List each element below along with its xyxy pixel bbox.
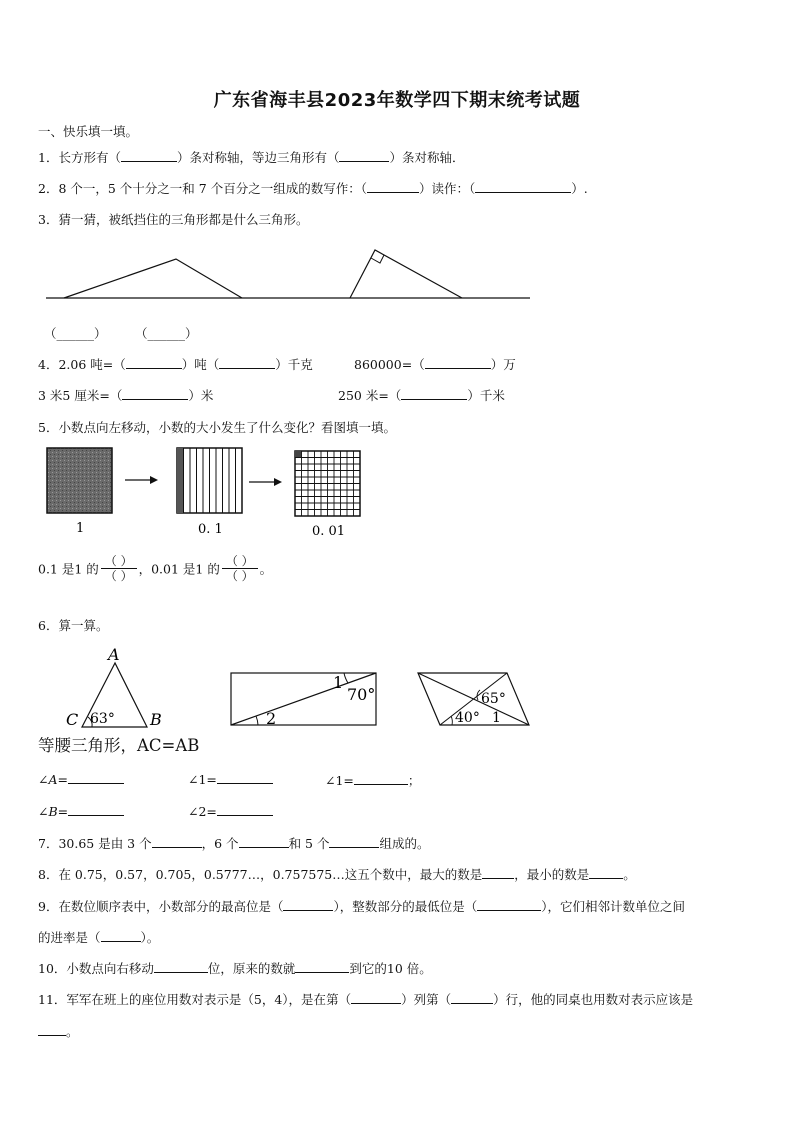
q6-row-1-b: ∠1= — [188, 771, 273, 787]
rect-angle-1-label: 1 — [333, 673, 344, 692]
q10-blank-1[interactable] — [154, 960, 208, 973]
q3-answer-1[interactable]: （______） — [44, 326, 107, 341]
label-hundredth: 0. 01 — [312, 524, 346, 539]
q11-blank-1[interactable] — [351, 991, 401, 1004]
q6-blank-rect-angle-2[interactable] — [217, 803, 273, 816]
q4-text-a1: 4．2.06 吨=（ — [38, 357, 126, 372]
q4-text-b1: 860000=（ — [354, 357, 425, 372]
q4-text-a3: ）千克 — [275, 357, 313, 372]
label-tenth: 0. 1 — [198, 522, 223, 537]
q8-blank-2[interactable] — [589, 866, 623, 879]
triangle-caption: 等腰三角形，AC=AB — [38, 736, 200, 755]
q2-text-b: ）读作：（ — [418, 181, 476, 196]
q2-text-c: ）. — [571, 181, 588, 196]
q6-blank-angle-a[interactable] — [68, 771, 124, 784]
q9-blank-2[interactable] — [477, 898, 541, 911]
vertex-c-label: C — [66, 710, 79, 729]
q7-blank-2[interactable] — [239, 835, 289, 848]
q3-answer-2[interactable]: （______） — [135, 326, 198, 341]
q7-blank-3[interactable] — [329, 835, 379, 848]
q4-text-d1: 250 米=（ — [338, 388, 402, 403]
q6-blank-rect-angle-1[interactable] — [217, 771, 273, 784]
question-8: 8．在 0.75，0.57，0.705，0.5777…，0.757575…这五个数中，最大的数是 ，最小的数是 。 — [38, 867, 636, 882]
q6-blank-para-angle-1[interactable] — [354, 772, 408, 785]
q4-text-b2: ）万 — [490, 357, 516, 372]
section-heading: 一、快乐填一填。 — [38, 124, 139, 139]
q6-row-1-a: ∠A= — [38, 771, 124, 787]
question-7: 7．30.65 是由 3 个 ，6 个 和 5 个 组成的。 — [38, 836, 430, 851]
q4-text-d2: ）千米 — [467, 388, 505, 403]
q9-blank-3[interactable] — [101, 929, 141, 942]
q8-blank-1[interactable] — [482, 866, 514, 879]
q5-fill-b: ，0.01 是1 的 — [138, 561, 220, 577]
q1-text-b: ）条对称轴，等边三角形有（ — [176, 150, 340, 165]
q2-text-a: 2．8 个一，5 个十分之一和 7 个百分之一组成的数写作：（ — [38, 181, 367, 196]
q1-text-c: ）条对称轴． — [389, 150, 465, 165]
angle-63-label: 63° — [90, 711, 115, 727]
q7-blank-1[interactable] — [152, 835, 202, 848]
angle-2-arc — [256, 716, 258, 725]
q5-fill-a: 0.1 是1 的 — [38, 561, 99, 577]
vertex-a-label: A — [108, 645, 120, 664]
question-10: 10．小数点向右移动 位，原来的数就 到它的10 倍。 — [38, 961, 432, 976]
q9-blank-1[interactable] — [283, 898, 333, 911]
q6-blank-angle-b[interactable] — [68, 803, 124, 816]
question-9-line-2: 的进率是（ ）。 — [38, 930, 160, 945]
rect-angle-70-label: 70° — [347, 685, 376, 704]
para-angle-1-label: 1 — [492, 710, 501, 726]
q11-blank-3[interactable] — [38, 1023, 66, 1036]
question-11-line-1: 11．军军在班上的座位用数对表示是（5，4），是在第（ ）列第（ ）行，他的同桌也用数对表示应该是 — [38, 992, 694, 1007]
question-5: 5．小数点向左移动，小数的大小发生了什么变化？看图填一填。 — [38, 420, 396, 435]
para-angle-65-label: 65° — [481, 691, 506, 707]
para-angle-40-label: 40° — [455, 710, 480, 726]
page-title: 广东省海丰县2023年数学四下期末统考试题 — [213, 90, 581, 111]
vertex-b-label: B — [150, 710, 162, 729]
q4-text-c1: 3 米5 厘米=（ — [38, 388, 123, 403]
angle-1-arc — [344, 673, 348, 683]
q11-blank-2[interactable] — [451, 991, 493, 1004]
q5-fraction-2[interactable]: $\frac{( )}{( )}$ — [222, 554, 258, 583]
question-3: 3．猜一猜，被纸挡住的三角形都是什么三角形。 — [38, 212, 309, 227]
label-one: 1 — [76, 521, 85, 536]
q5-fraction-1[interactable]: $\frac{( )}{( )}$ — [101, 554, 137, 583]
question-6: 6．算一算。 — [38, 618, 109, 633]
rect-angle-2-label: 2 — [266, 709, 277, 728]
q4-text-a2: ）吨（ — [181, 357, 220, 372]
q10-blank-2[interactable] — [295, 960, 349, 973]
angle-40-arc — [451, 716, 452, 725]
question-11-line-2: 。 — [38, 1022, 79, 1040]
q6-row-2-b: ∠2= — [188, 803, 273, 819]
q6-row-2-a: ∠B= — [38, 803, 124, 819]
q5-fill-c: 。 — [259, 561, 273, 577]
q4-text-c2: ）米 — [188, 388, 214, 403]
q1-text-a: 1．长方形有（ — [38, 150, 121, 165]
q6-row-1-c: ∠1= ； — [325, 773, 421, 788]
question-9-line-1: 9．在数位顺序表中，小数部分的最高位是（ ），整数部分的最低位是（ ），它们相邻计数单位之间 — [38, 899, 685, 914]
